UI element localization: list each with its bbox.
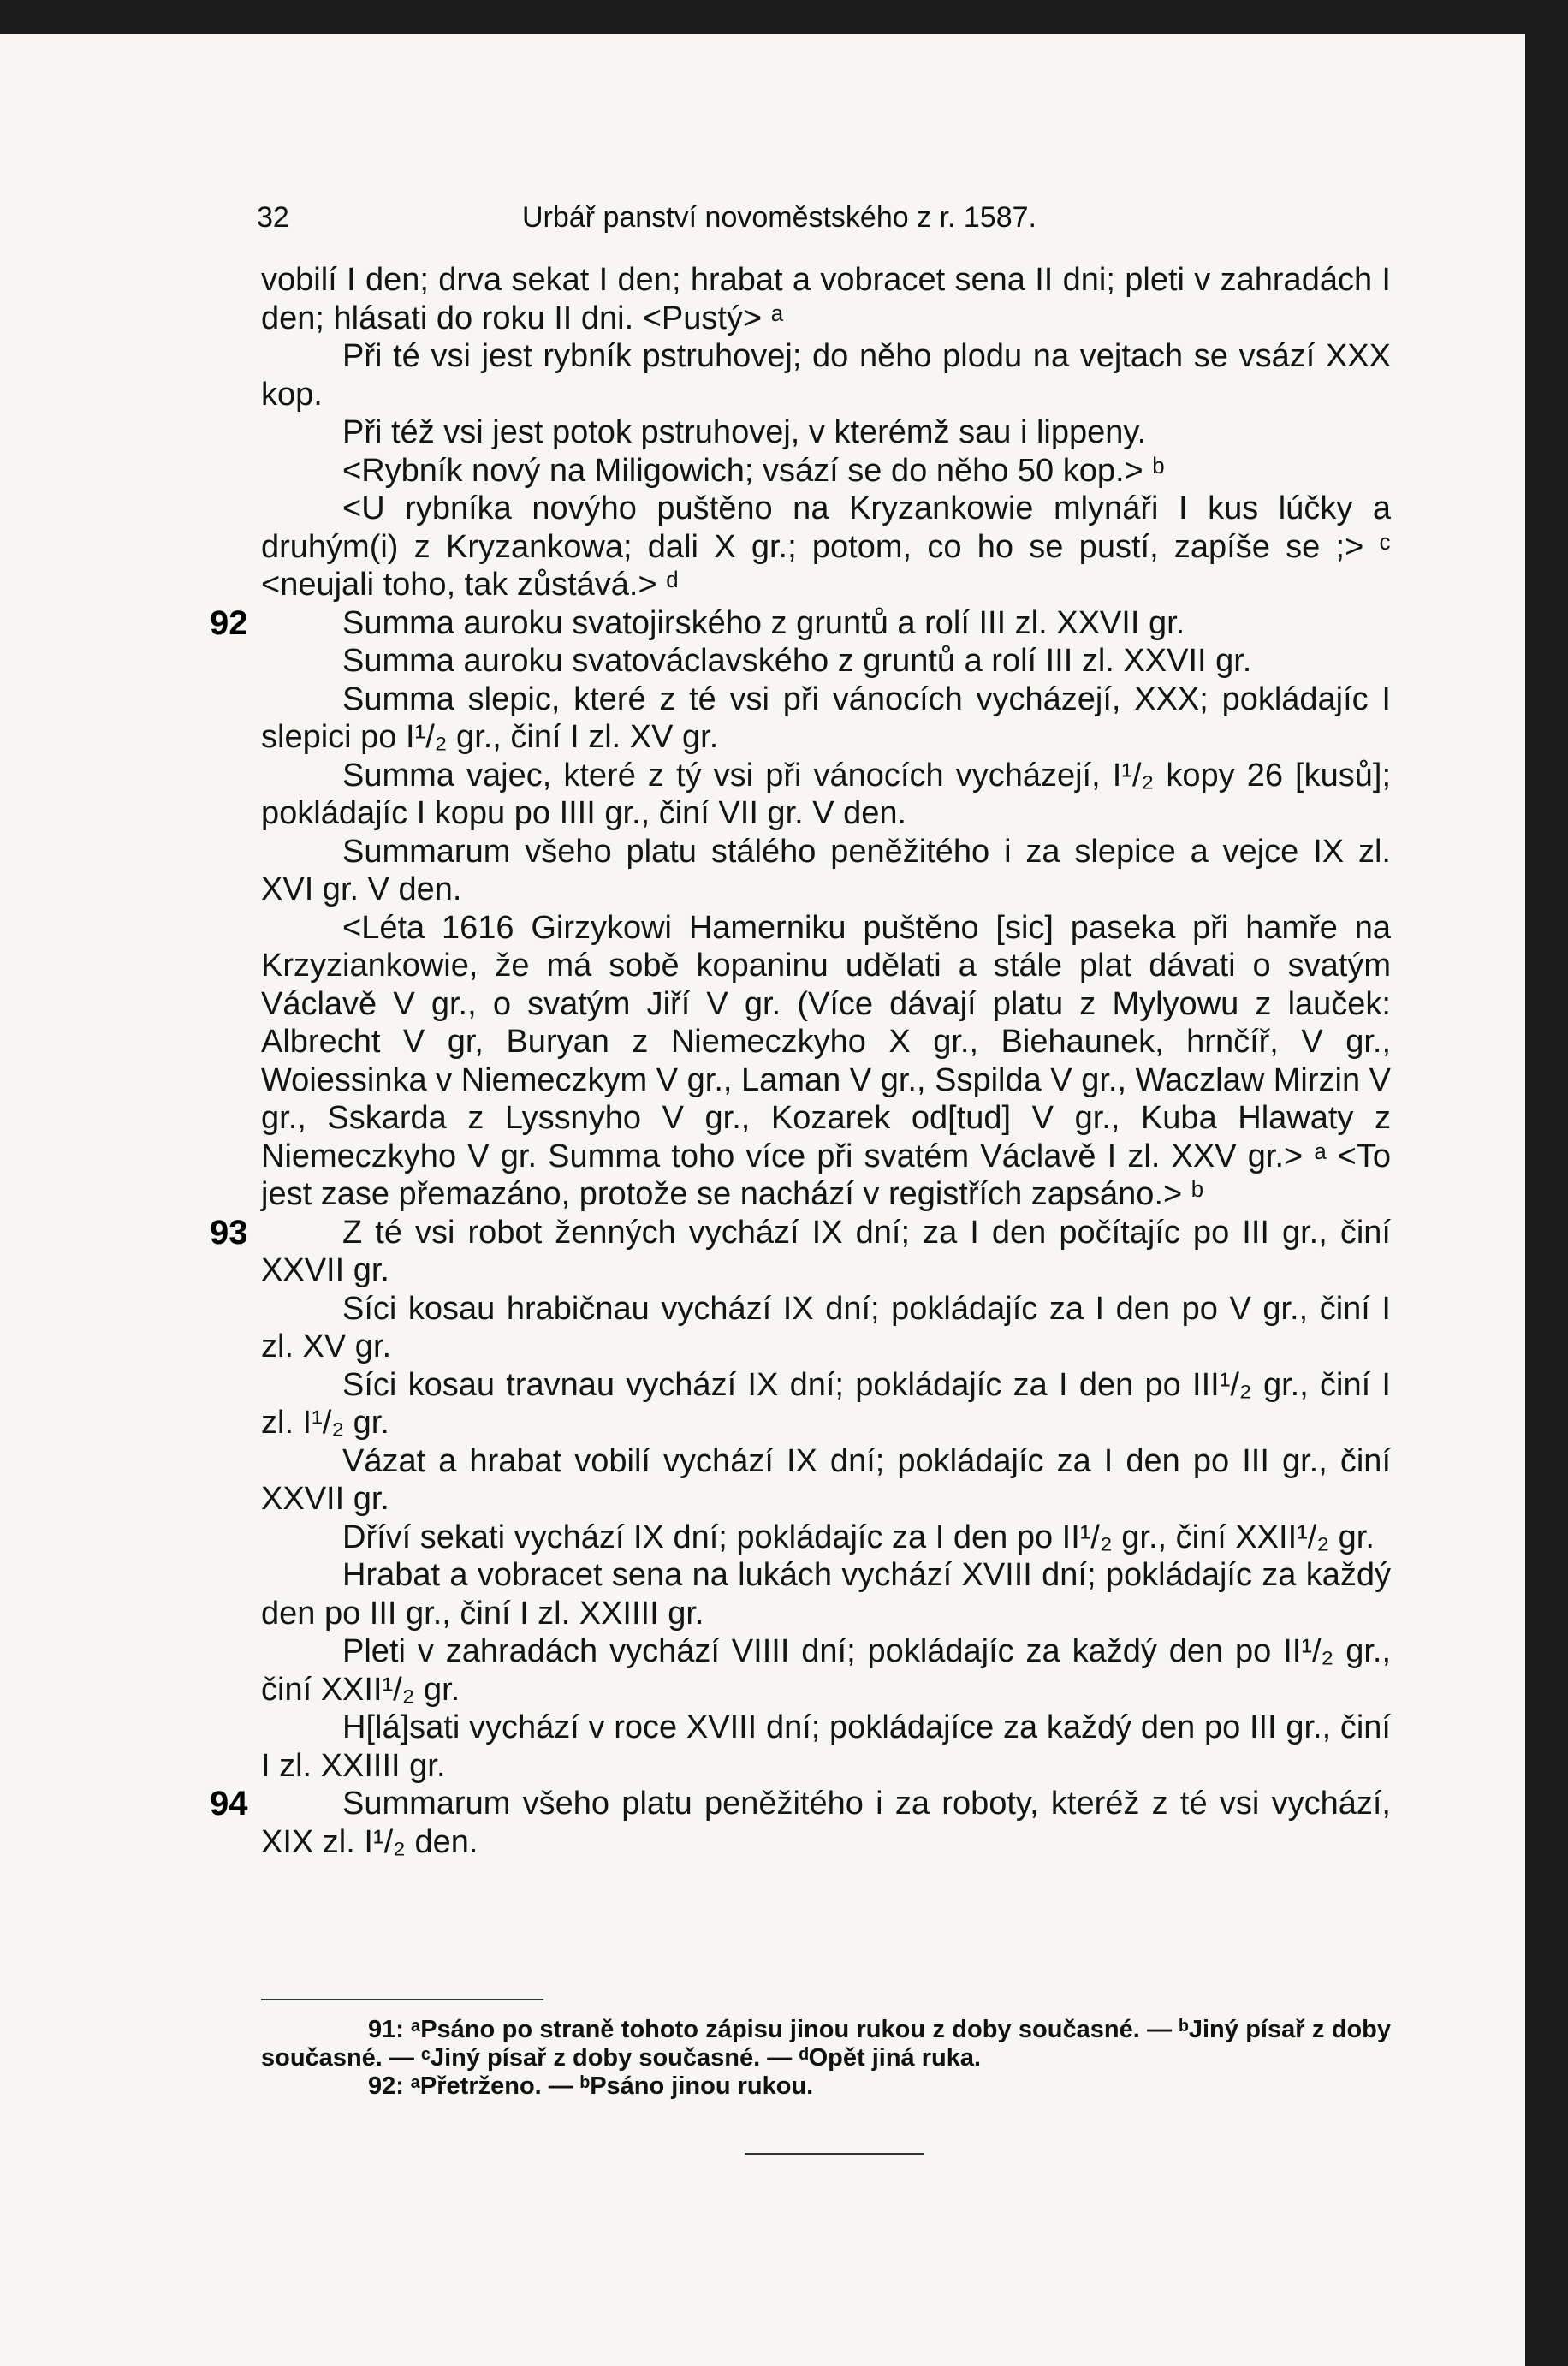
margin-number-93: 93 <box>210 1213 248 1251</box>
page-number: 32 <box>257 201 289 234</box>
paragraph: <U rybníka novýho puštěno na Kryzankowie mlynáři I kus lúčky a druhým(i) z Kryzankowa; dali X gr.; potom, co ho se pustí, zapíše se ;> ᶜ <neujali toho, tak zůstává.> ᵈ <box>261 490 1391 603</box>
paragraph: <Rybník nový na Miligowich; vsází se do něho 50 kop.> ᵇ <box>342 452 1165 489</box>
paragraph: <Léta 1616 Girzykowi Hamerniku puštěno [sic] paseka při hamře na Krzyziankowie, že má sobě kopaninu udělati a stále plat dávati o svatým Václavě V gr., o svatým Jiří V gr. (Více dávají platu z Mylyowu z lauček: Albrecht V gr, Buryan z Niemeczkyho X gr., Biehaunek, hrnčíř, V gr., Woiessinka v Niemeczkym V gr., Laman V gr., Sspilda V gr., Waczlaw Mirzin V gr., Sskarda z Lyssnyho V gr., Kozarek od[tud] V gr., Kuba Hlawaty z Niemeczkyho V gr. Summa toho více při svatém Václavě I zl. XXV gr.> ᵃ <To jest zase přemazáno, protože se nachází v registřích zapsáno.> ᵇ <box>261 909 1391 1212</box>
end-divider <box>745 2153 924 2155</box>
main-text <box>210 261 1391 1861</box>
footnote: 92: ᵃPřetrženo. — ᵇPsáno jinou rukou. <box>368 2072 814 2100</box>
paragraph: Síci kosau hrabičnau vychází IX dní; pokládajíc za I den po V gr., činí I zl. XV gr. <box>261 1290 1391 1364</box>
paragraph: Summa auroku svatováclavského z gruntů a rolí III zl. XXVII gr. <box>342 643 1252 679</box>
paragraph: Hrabat a vobracet sena na lukách vychází XVIII dní; pokládajíc za každý den po III gr., činí I zl. XXIIII gr. <box>261 1557 1391 1632</box>
margin-number-92: 92 <box>210 603 248 642</box>
paragraph-text: Z té vsi robot ženných vychází IX dní; za I den počítajíc po III gr., činí XXVII gr. <box>261 1214 1391 1288</box>
paragraph: Summa slepic, které z té vsi při vánocích vycházejí, XXX; pokládajíc I slepici po I¹/₂ gr., činí I zl. XV gr. <box>261 681 1391 755</box>
paragraph: Dříví sekati vychází IX dní; pokládajíc za I den po II¹/₂ gr., činí XXII¹/₂ gr. <box>342 1519 1375 1555</box>
running-title: Urbář panství novoměstského z r. 1587. <box>522 201 1036 234</box>
paragraph-92 <box>210 603 1391 643</box>
paragraph: Vázat a hrabat vobilí vychází IX dní; pokládajíc za I den po III gr., činí XXVII gr. <box>261 1442 1391 1517</box>
footnote: 91: ᵃPsáno po straně tohoto zápisu jinou rukou z doby současné. — ᵇJiný písař z doby současné. — ᶜJiný písař z doby současné. — ᵈOpět jiná ruka. <box>261 2016 1391 2072</box>
running-header <box>257 201 1395 253</box>
paragraph-94 <box>210 1785 1391 1861</box>
footnotes <box>261 2016 1391 2101</box>
paragraph: Při též vsi jest potok pstruhovej, v kterémž sau i lippeny. <box>342 414 1147 450</box>
margin-number-94: 94 <box>210 1785 248 1822</box>
paragraph-text: Summarum všeho platu peněžitého i za roboty, kteréž z té vsi vychází, XIX zl. I¹/₂ den. <box>261 1786 1391 1860</box>
paragraph: Pleti v zahradách vychází VIIII dní; pokládajíc za každý den po II¹/₂ gr., činí XXII¹/₂ gr. <box>261 1633 1391 1708</box>
paragraph: Síci kosau travnau vychází IX dní; pokládajíc za I den po III¹/₂ gr., činí I zl. I¹/₂ gr. <box>261 1366 1391 1441</box>
paragraph: Summa vajec, které z tý vsi při vánocích vycházejí, I¹/₂ kopy 26 [kusů]; pokládajíc I kopu po IIII gr., činí VII gr. V den. <box>261 757 1391 831</box>
paragraph: vobilí I den; drva sekat I den; hrabat a vobracet sena II dni; pleti v zahradách I den; hlásati do roku II dni. <Pustý> ᵃ <box>261 262 1391 336</box>
paragraph: H[lá]sati vychází v roce XVIII dní; pokládajíce za každý den po III gr., činí I zl. XXIIII gr. <box>261 1709 1391 1784</box>
footnote-divider <box>261 1999 543 2000</box>
paragraph: Summarum všeho platu stálého peněžitého i za slepice a vejce IX zl. XVI gr. V den. <box>261 833 1391 907</box>
paragraph: Při té vsi jest rybník pstruhovej; do něho plodu na vejtach se vsází XXX kop. <box>261 338 1391 413</box>
paragraph-text: Summa auroku svatojirského z gruntů a rolí III zl. XXVII gr. <box>342 604 1185 641</box>
paragraph-93 <box>210 1213 1391 1290</box>
